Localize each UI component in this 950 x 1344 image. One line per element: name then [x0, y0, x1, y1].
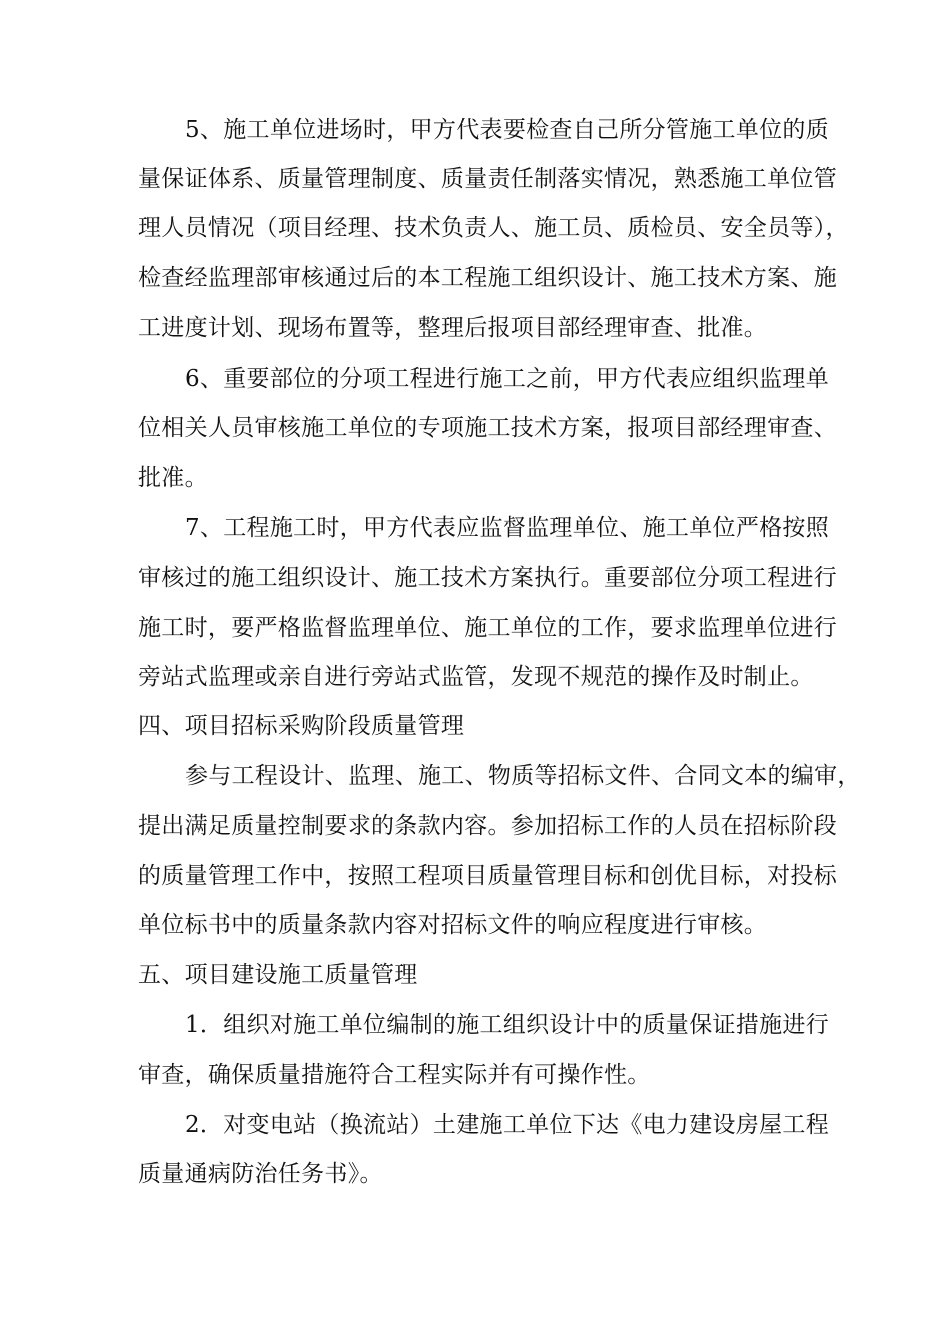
section-4-body-line-4: 单位标书中的质量条款内容对招标文件的响应程度进行审核。: [138, 912, 768, 938]
paragraph-7-line-3: 施工时，要严格监督监理单位、施工单位的工作，要求监理单位进行: [138, 615, 837, 641]
paragraph-5-line-5: 工进度计划、现场布置等，整理后报项目部经理审查、批准。: [138, 315, 768, 341]
paragraph-6-line-2: 位相关人员审核施工单位的专项施工技术方案，报项目部经理审查、: [138, 415, 837, 441]
section-4-body-line-2: 提出满足质量控制要求的条款内容。参加招标工作的人员在招标阶段: [138, 813, 837, 839]
section-heading-5: 五、项目建设施工质量管理: [138, 962, 418, 988]
item-2-line-1: 2．对变电站（换流站）土建施工单位下达《电力建设房屋工程: [185, 1112, 830, 1138]
paragraph-7-line-1: 7、工程施工时，甲方代表应监督监理单位、施工单位严格按照: [185, 515, 830, 541]
section-4-body-line-1: 参与工程设计、监理、施工、物质等招标文件、合同文本的编审，: [185, 763, 861, 789]
paragraph-5-line-3: 理人员情况（项目经理、技术负责人、施工员、质检员、安全员等），: [138, 215, 849, 241]
paragraph-7-line-2: 审核过的施工组织设计、施工技术方案执行。重要部位分项工程进行: [138, 565, 837, 591]
item-1-line-2: 审查，确保质量措施符合工程实际并有可操作性。: [138, 1062, 651, 1088]
paragraph-6-line-1: 6、重要部位的分项工程进行施工之前，甲方代表应组织监理单: [185, 366, 830, 392]
section-4-body-line-3: 的质量管理工作中，按照工程项目质量管理目标和创优目标，对投标: [138, 863, 837, 889]
section-heading-4: 四、项目招标采购阶段质量管理: [138, 713, 465, 739]
paragraph-6-line-3: 批准。: [138, 465, 208, 491]
paragraph-5-line-1: 5、施工单位进场时，甲方代表要检查自己所分管施工单位的质: [185, 117, 830, 143]
item-1-line-1: 1．组织对施工单位编制的施工组织设计中的质量保证措施进行: [185, 1012, 830, 1038]
paragraph-5-line-2: 量保证体系、质量管理制度、质量责任制落实情况，熟悉施工单位管: [138, 166, 837, 192]
paragraph-5-line-4: 检查经监理部审核通过后的本工程施工组织设计、施工技术方案、施: [138, 265, 837, 291]
paragraph-7-line-4: 旁站式监理或亲自进行旁站式监管，发现不规范的操作及时制止。: [138, 664, 814, 690]
item-2-line-2: 质量通病防治任务书》。: [138, 1161, 383, 1187]
